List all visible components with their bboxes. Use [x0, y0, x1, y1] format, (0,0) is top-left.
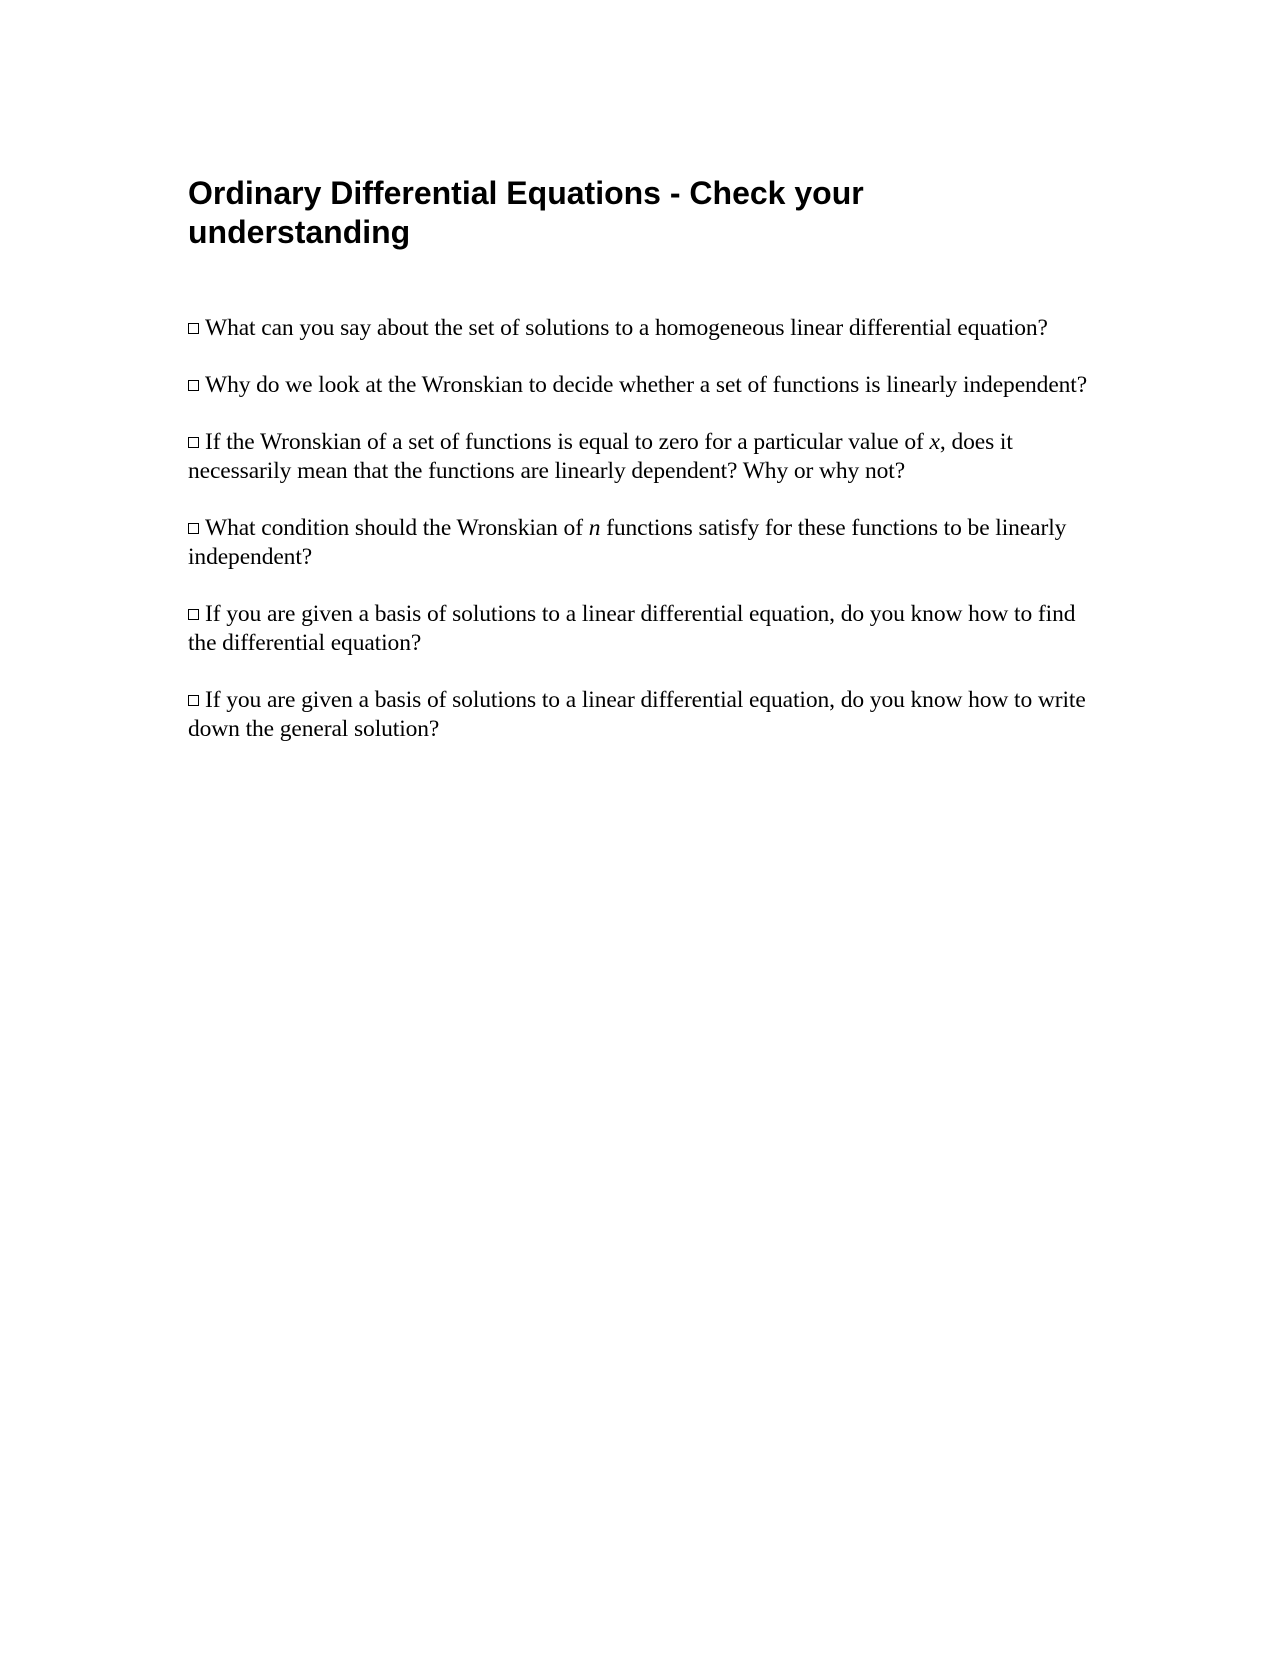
question-item-5	[188, 600, 1088, 658]
math-variable: n	[588, 515, 601, 541]
question-text-part-b: functions satisfy for these functions to be linearly independent?	[188, 515, 1067, 570]
question-item-6	[188, 686, 1088, 744]
question-item-3	[188, 428, 1088, 486]
question-text-part-b: , does it necessarily mean that the functions are linearly dependent? Why or why not?	[188, 429, 1013, 484]
question-text: What can you say about the set of solutions to a homogeneous linear differential equation?	[205, 315, 1048, 341]
checkbox-icon	[188, 437, 199, 448]
page-title: Ordinary Differential Equations - Check your understanding	[188, 175, 864, 250]
question-text: If you are given a basis of solutions to a linear differential equation, do you know how to find the differential equation?	[188, 601, 1076, 656]
question-item-1	[188, 314, 1088, 343]
question-item-2	[188, 371, 1088, 400]
checkbox-icon	[188, 323, 199, 334]
question-item-4	[188, 514, 1088, 572]
checkbox-icon	[188, 609, 199, 620]
question-text-part-a: If the Wronskian of a set of functions is equal to zero for a particular value of	[205, 429, 930, 455]
checkbox-icon	[188, 523, 199, 534]
question-text: Why do we look at the Wronskian to decide whether a set of functions is linearly independent?	[205, 372, 1088, 398]
question-list	[188, 314, 1088, 772]
question-text: If you are given a basis of solutions to a linear differential equation, do you know how to write down the general solution?	[188, 687, 1086, 742]
question-text-part-a: What condition should the Wronskian of	[205, 515, 589, 541]
math-variable: x	[929, 429, 940, 455]
checkbox-icon	[188, 695, 199, 706]
checkbox-icon	[188, 380, 199, 391]
